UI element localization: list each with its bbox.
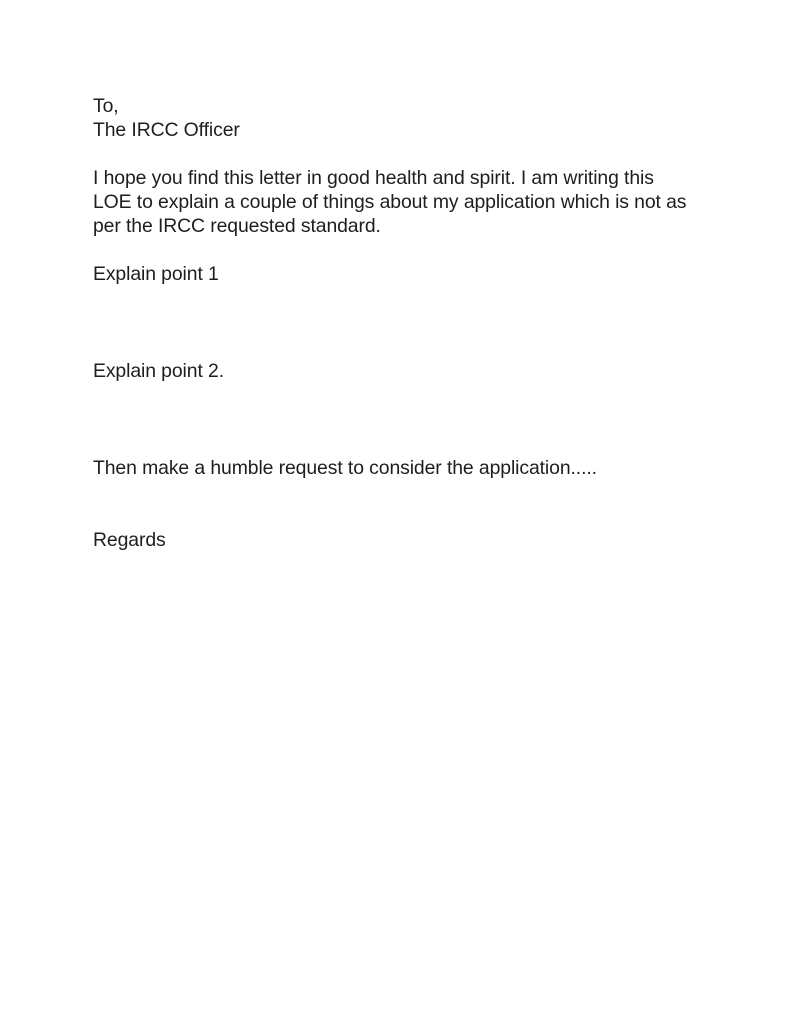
point-1: Explain point 1	[93, 263, 219, 285]
salutation: To,	[93, 95, 119, 117]
point-2: Explain point 2.	[93, 360, 224, 382]
intro-line: I hope you find this letter in good health and spirit. I am writing this	[93, 167, 654, 189]
intro-line: LOE to explain a couple of things about my application which is not as	[93, 191, 687, 213]
intro-line: per the IRCC requested standard.	[93, 215, 381, 237]
closing: Regards	[93, 529, 166, 551]
request-paragraph: Then make a humble request to consider the application.....	[93, 457, 597, 479]
recipient: The IRCC Officer	[93, 119, 240, 141]
